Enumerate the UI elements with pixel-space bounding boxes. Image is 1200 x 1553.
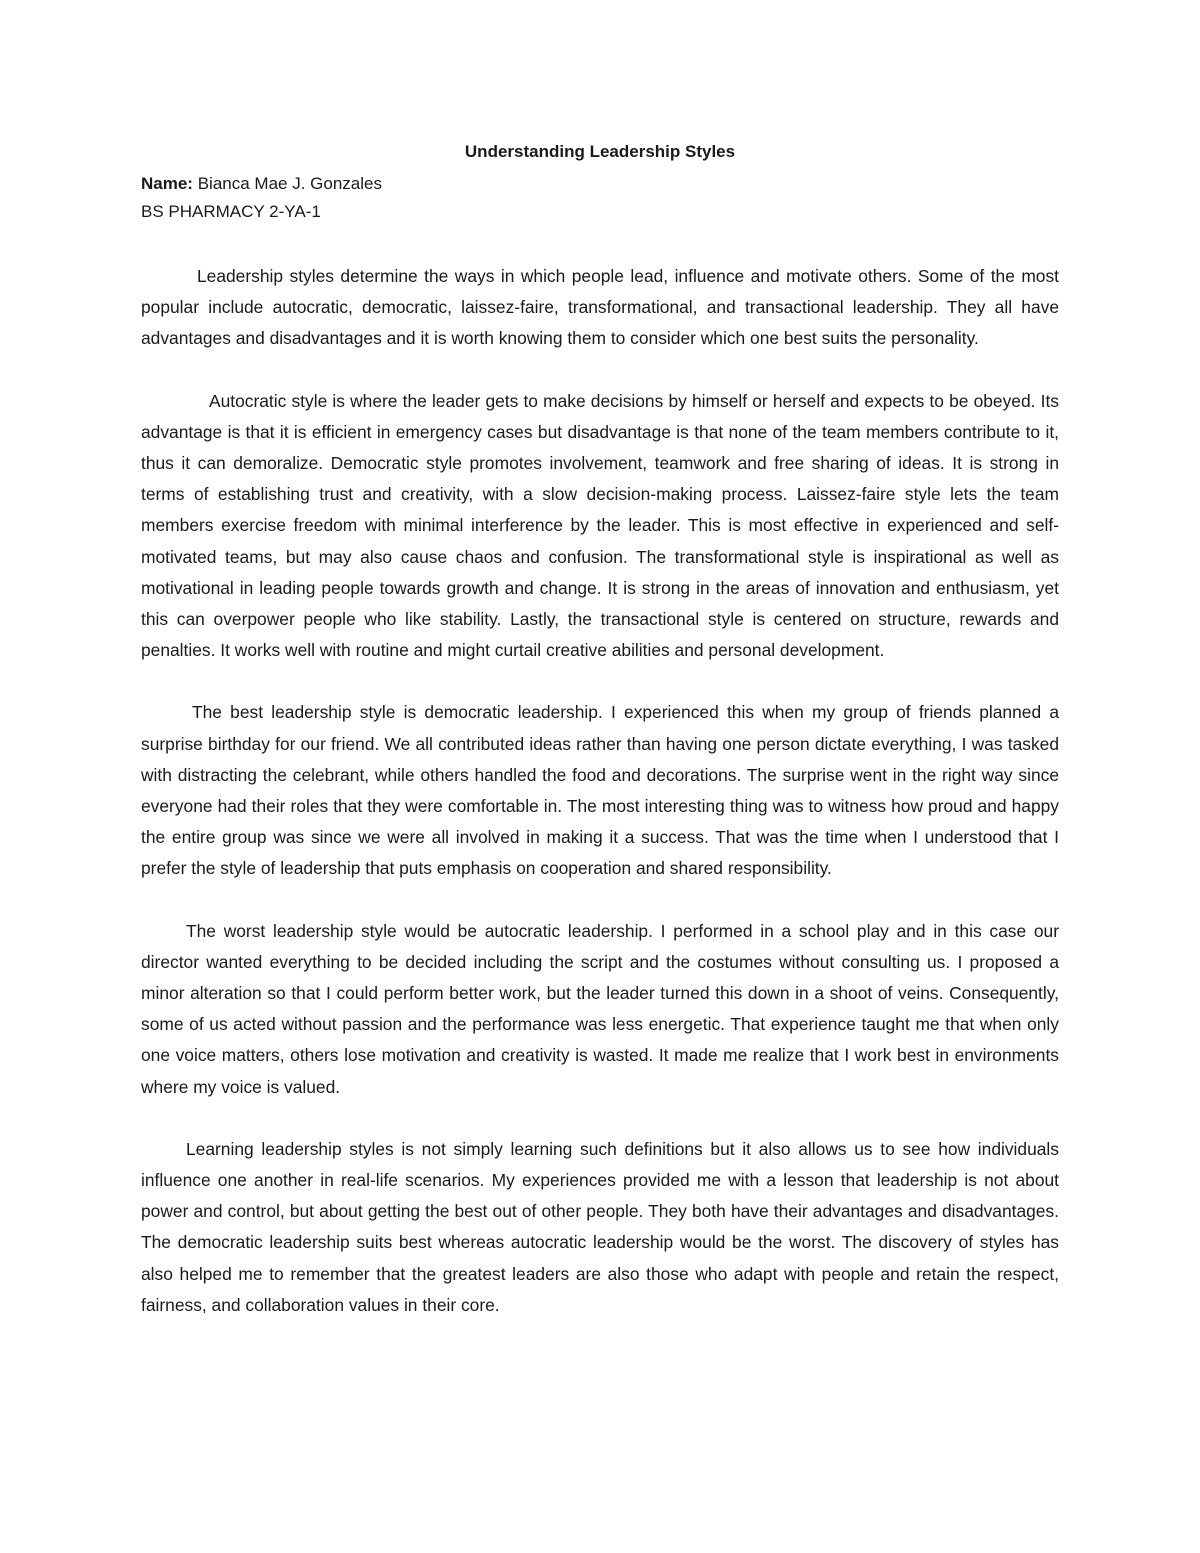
author-name: Bianca Mae J. Gonzales — [197, 174, 382, 193]
document-page — [141, 138, 1059, 1321]
paragraph-styles-overview: Autocratic style is where the leader gets to make decisions by himself or herself and expects to be obeyed. Its advantage is that it is efficient in emergency cases but disadvantage is that none of the team members contribute to it, thus it can demoralize. Democratic style promotes involvement, teamwork and free sharing of ideas. It is strong in terms of establishing trust and creativity, with a slow decision-making process. Laissez-faire style lets the team members exercise freedom with minimal interference by the leader. This is most effective in experienced and self-motivated teams, but may also cause chaos and confusion. The transformational style is inspirational as well as motivational in leading people towards growth and change. It is strong in the areas of innovation and enthusiasm, yet this can overpower people who like stability. Lastly, the transactional style is centered on structure, rewards and penalties. It works well with routine and might curtail creative abilities and personal development. — [141, 390, 1059, 661]
paragraph-best-style: The best leadership style is democratic leadership. I experienced this when my group of friends planned a surprise birthday for our friend. We all contributed ideas rather than having one person dictate everything, I was tasked with distracting the celebrant, while others handled the food and decorations. The surprise went in the right way since everyone had their roles that they were comfortable in. The most interesting thing was to witness how proud and happy the entire group was since we were all involved in making it a success. That was the time when I understood that I prefer the style of leadership that puts emphasis on cooperation and shared responsibility. — [141, 702, 1059, 879]
paragraph-conclusion: Learning leadership styles is not simply learning such definitions but it also allows us to see how individuals influence one another in real-life scenarios. My experiences provided me with a lesson that leadership is not about power and control, but about getting the best out of other people. They both have their advantages and disadvantages. The democratic leadership suits best whereas autocratic leadership would be the worst. The discovery of styles has also helped me to remember that the greatest leaders are also those who adapt with people and retain the respect, fairness, and collaboration values in their core. — [141, 1138, 1059, 1315]
author-line — [141, 170, 1059, 198]
program-line: BS PHARMACY 2-YA-1 — [141, 202, 321, 221]
name-label: Name: — [141, 174, 193, 193]
document-title: Understanding Leadership Styles — [464, 142, 736, 161]
paragraph-introduction: Leadership styles determine the ways in which people lead, influence and motivate others. Some of the most popular include autocratic, democratic, laissez-faire, transformational, and transactional leadership. They all have advantages and disadvantages and it is worth knowing them to consider which one best suits the personality. — [141, 266, 1059, 349]
paragraph-worst-style: The worst leadership style would be autocratic leadership. I performed in a school play and in this case our director wanted everything to be decided including the script and the costumes without consulting us. I proposed a minor alteration so that I could perform better work, but the leader turned this down in a shoot of veins. Consequently, some of us acted without passion and the performance was less energetic. That experience taught me that when only one voice matters, others lose motivation and creativity is wasted. It made me realize that I work best in environments where my voice is valued. — [141, 920, 1059, 1097]
